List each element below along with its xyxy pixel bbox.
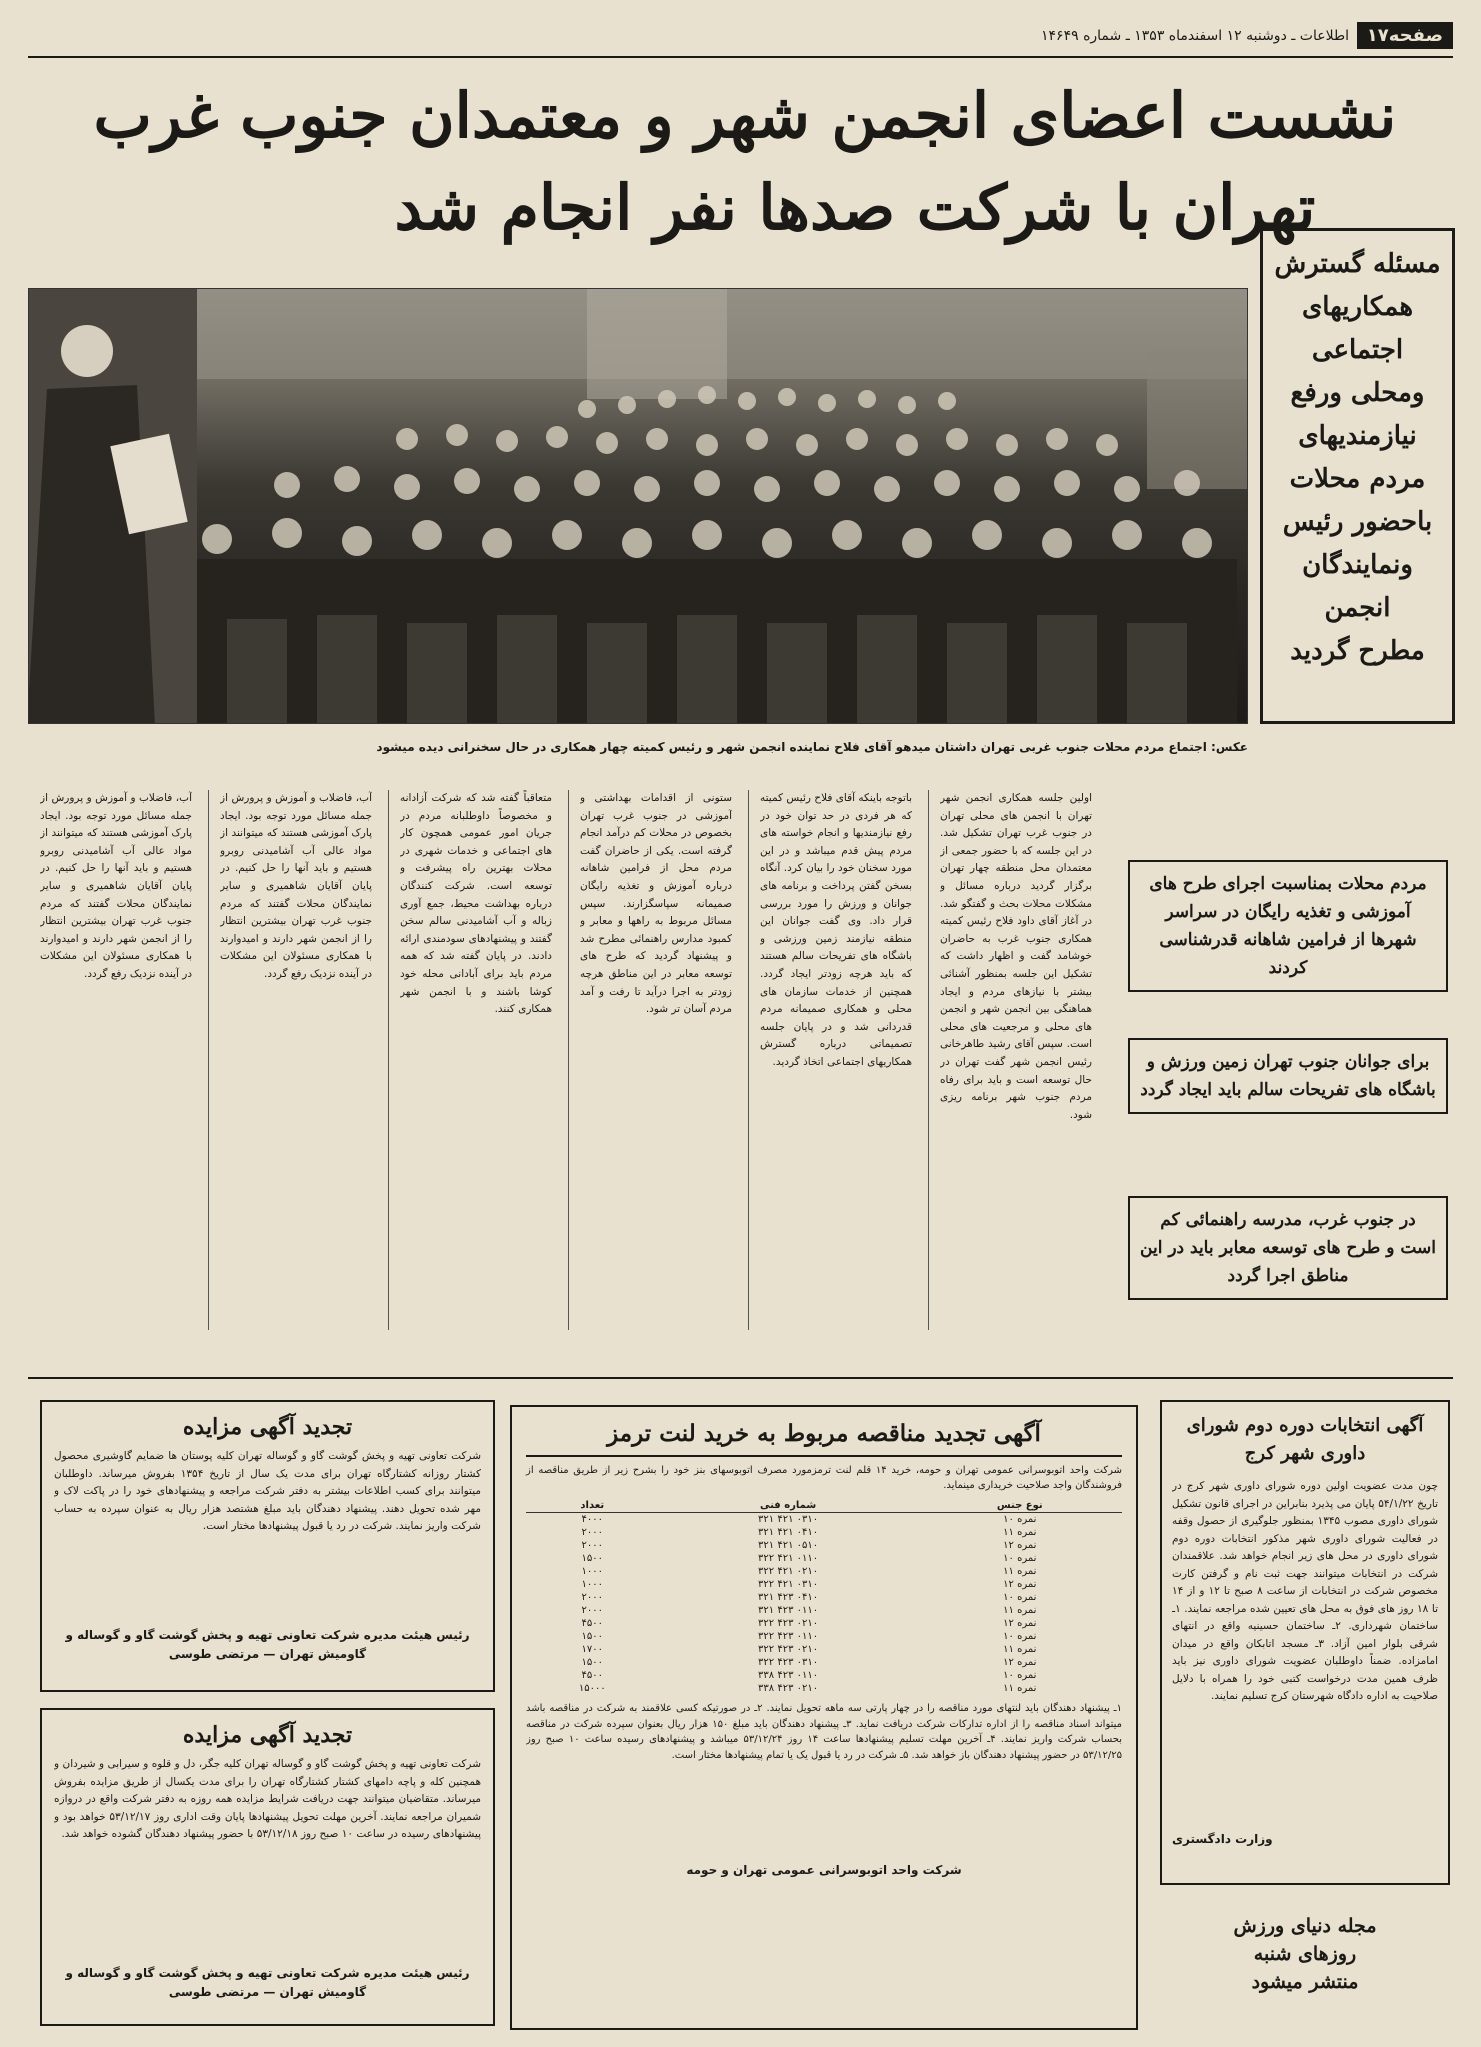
- tender-table-cell: نمره ۱۰: [1003, 1592, 1037, 1603]
- tender-table-cell: ۲۰۰۰: [581, 1540, 604, 1551]
- magazine-notice-line: مجله دنیای ورزش: [1233, 1915, 1377, 1937]
- tender-title: آگهی تجدید مناقصه مربوط به خرید لنت ترمز: [526, 1417, 1122, 1457]
- folio-bar: [28, 18, 1453, 58]
- tender-table-cell: ۱۵۰۰: [581, 1553, 604, 1564]
- summary-line: ومحلی ورفع: [1290, 378, 1425, 408]
- article-column-2: باتوجه باینکه آقای فلاح رئیس کمیته که هر فردی در حد توان خود در رفع نیازمندیها و انجام خواسته های مردم پیش قدم میباشد و در این مورد سخنان خود را بیان کرد. آنگاه بسخن گفتن پرداخت و برنامه های جوانان و ورزش را مورد بررسی قرار داد. وی گفت جوانان این منطقه نیازمند زمین ورزشی و باشگاه های تفریحات سالم هستند که باید هرچه زودتر ایجاد گردد. همچنین از خدمات سازمان های محلی و همکاری صمیمانه مردم قدردانی شد و در پایان جلسه تصمیماتی درباره گسترش همکاریهای اجتماعی اتخاذ گردید.: [760, 792, 912, 1068]
- column-divider: [208, 790, 209, 1330]
- tender-table-cell: ۲۰۰۰: [581, 1605, 604, 1616]
- tender-table-cell: نمره ۱۲: [1003, 1657, 1037, 1668]
- tender-table-row: [526, 1513, 1122, 1527]
- tender-intro: شرکت واحد اتوبوسرانی عمومی تهران و حومه، خرید ۱۴ قلم لنت ترمزمورد مصرف اتوبوسهای بنز خود را بشرح زیر از طریق مناقصه از فروشندگان واجد صلاحیت خریداری مینماید.: [526, 1465, 1122, 1491]
- tender-table-row: [526, 1643, 1122, 1656]
- headline: [40, 70, 1450, 270]
- election-notice-title: آگهی انتخابات دوره دوم شورای داوری شهر کرج: [1186, 1415, 1424, 1464]
- tender-table-cell: نمره ۱۰: [1003, 1514, 1037, 1525]
- tender-col-header: نوع جنس: [918, 1499, 1122, 1513]
- tender-table-cell: ۰۵۱۰ ۴۲۱ ۳۲۱: [758, 1540, 819, 1551]
- tender-table-cell: ۰۳۱۰ ۴۲۱ ۳۲۱: [758, 1514, 819, 1525]
- tender-table-cell: ۰۴۱۰ ۴۲۱ ۳۲۱: [758, 1527, 819, 1538]
- magazine-notice-line: روزهای شنبه: [1253, 1943, 1357, 1965]
- summary-line: مردم محلات: [1289, 464, 1426, 494]
- column-divider: [388, 790, 389, 1330]
- tender-col-header: شماره فنی: [659, 1499, 918, 1513]
- tender-table-cell: ۰۳۱۰ ۴۲۱ ۳۲۲: [758, 1579, 819, 1590]
- article-column-3: ستونی از اقدامات بهداشتی و آموزشی در جنوب غرب تهران بخصوص در محلات کم درآمد انجام گرفته است. یکی از حاضران گفت مردم محل از فرامین شاهانه درباره آموزش و تغذیه رایگان صمیمانه سپاسگزارند. سپس مسائل مربوط به راهها و معابر و کمبود مدارس راهنمائی مطرح شد و پیشنهاد گردید که طرح های توسعه معابر در این مناطق هرچه زودتر به اجرا درآید تا رفت و آمد مردم آسان تر شود.: [580, 792, 732, 1016]
- summary-line: نیازمندیهای: [1298, 421, 1417, 451]
- tender-table-cell: نمره ۱۲: [1003, 1579, 1037, 1590]
- tender-table: [526, 1499, 1122, 1695]
- meeting-photo: [28, 288, 1248, 724]
- subhead-box-3: در جنوب غرب، مدرسه راهنمائی کم است و طرح های توسعه معابر باید در این مناطق اجرا گردد: [1128, 1196, 1448, 1300]
- column-divider: [748, 790, 749, 1330]
- tender-table-row: [526, 1591, 1122, 1604]
- tender-table-cell: ۰۲۱۰ ۴۲۳ ۳۲۲: [758, 1644, 819, 1655]
- tender-table-row: [526, 1656, 1122, 1669]
- election-notice: [1160, 1400, 1450, 1885]
- column-divider: [928, 790, 929, 1330]
- tender-table-cell: ۱۵۰۰: [581, 1631, 604, 1642]
- tender-notes: ۱ـ پیشنهاد دهندگان باید لنتهای مورد مناقصه را در چهار پارتی سه ماهه تحویل نمایند. ۲ـ در صورتیکه کسی علاقمند به شرکت در مناقصه باشد میتواند اسناد مناقصه را از اداره تدارکات شرکت دریافت نماید. ۳ـ پیشنهاد دهندگان باید مبلغ ۱۵۰ هزار ریال بعنوان سپرده شرکت در مناقصه بحساب شرکت واریز نمایند. ۴ـ آخرین مهلت تسلیم پیشنهادها ساعت ۱۴ روز ۵۳/۱۲/۲۴ میباشد و پیشنهادهای رسیده ساعت ۱۰ صبح روز ۵۳/۱۲/۲۵ در حضور پیشنهاد دهندگان باز خواهد شد. ۵ـ شرکت در رد یا قبول یک یا تمام پیشنهادها مختار است.: [526, 1703, 1122, 1761]
- tender-table-row: [526, 1604, 1122, 1617]
- summary-line: مطرح گردید: [1290, 636, 1425, 666]
- tender-table-cell: نمره ۱۱: [1003, 1644, 1037, 1655]
- auction-1-title: تجدید آگهی مزایده: [182, 1414, 353, 1440]
- tender-table-cell: نمره ۱۱: [1003, 1605, 1037, 1616]
- tender-table-row: [526, 1682, 1122, 1695]
- tender-table-cell: ۰۱۱۰ ۴۲۳ ۳۳۸: [758, 1670, 819, 1681]
- tender-table-cell: نمره ۱۰: [1003, 1631, 1037, 1642]
- issue-date-line: اطلاعات ـ دوشنبه ۱۲ اسفندماه ۱۳۵۳ ـ شماره ۱۴۶۴۹: [1041, 28, 1349, 44]
- article-column-6: آب، فاضلاب و آموزش و پرورش از جمله مسائل مورد توجه بود. ایجاد پارک آموزشی هستند که میتوانند از مواد عالی آب آشامیدنی روبرو هستیم و باید آنها را حل کنیم. در پایان آقایان شاهمیری و سایر نمایندگان محلات گفتند که مردم جنوب غرب تهران بیشترین انتظار را از انجمن شهر دارند و امیدوارند با همکاری مسئولان این مشکلات در آینده نزدیک رفع گردد.: [40, 792, 192, 980]
- tender-table-cell: نمره ۱۲: [1003, 1618, 1037, 1629]
- subhead-box-2: برای جوانان جنوب تهران زمین ورزش و باشگاه های تفریحات سالم باید ایجاد گردد: [1128, 1038, 1448, 1114]
- article-summary-box: [1260, 228, 1455, 724]
- tender-table-cell: ۱۷۰۰: [581, 1644, 604, 1655]
- auction-2-signature: رئیس هیئت مدیره شرکت تعاونی تهیه و پخش گوشت گاو و گوساله و گاومیش تهران — مرتضی طوسی: [65, 1966, 470, 1999]
- tender-table-cell: ۰۲۱۰ ۴۲۳ ۳۳۸: [758, 1683, 819, 1694]
- auction-notice-2: [40, 1708, 495, 2026]
- summary-line: همکاریهای: [1301, 292, 1414, 322]
- tender-table-cell: ۰۱۱۰ ۴۲۱ ۳۲۲: [758, 1553, 819, 1564]
- article-column-1: اولین جلسه همکاری انجمن شهر تهران با انجمن های محلی تهران در جنوب غرب تهران تشکیل شد. در این جلسه که با حضور جمعی از معتمدان محل منطقه چهار تهران برگزار گردید درباره مسائل و مشکلات محلات بحث و گفتگو شد. در آغاز آقای داود فلاح رئیس کمیته همکاری جنوب غرب به حاضران خوشامد گفت و اظهار داشت که تشکیل این جلسه بمنظور آشنائی بیشتر با نیازهای مردم و ایجاد هماهنگی بین انجمن شهر و انجمن های محلی و مرجعیت های محلی است. سپس آقای رشید طاهرخانی رئیس انجمن شهر گفت تهران در حال توسعه است و باید برای رفاه مردم جنوب شهر برنامه ریزی شود.: [940, 792, 1092, 1121]
- tender-table-row: [526, 1539, 1122, 1552]
- summary-line: انجمن: [1324, 593, 1391, 623]
- auction-1-signature: رئیس هیئت مدیره شرکت تعاونی تهیه و پخش گوشت گاو و گوساله و گاومیش تهران — مرتضی طوسی: [65, 1628, 470, 1661]
- tender-signature: شرکت واحد اتوبوسرانی عمومی تهران و حومه: [686, 1863, 962, 1877]
- tender-col-header: تعداد: [526, 1499, 659, 1513]
- tender-table-row: [526, 1578, 1122, 1591]
- magazine-notice: [1180, 1912, 1430, 1996]
- tender-table-cell: ۰۳۱۰ ۴۲۳ ۳۲۲: [758, 1657, 819, 1668]
- tender-table-cell: نمره ۱۰: [1003, 1670, 1037, 1681]
- tender-table-row: [526, 1552, 1122, 1565]
- tender-table-cell: ۱۰۰۰: [581, 1566, 604, 1577]
- tender-table-row: [526, 1526, 1122, 1539]
- election-notice-body: چون مدت عضویت اولین دوره شورای داوری شهر کرج در تاریخ ۵۴/۱/۲۲ پایان می پذیرد بنابراین در اجرای قانون تشکیل شورای داوری مصوب ۱۳۴۵ بمنظور جلوگیری از حصول وقفه در فعالیت شورای داوری شهر مذکور انتخابات دوره دوم شورای داوری در محل های زیر انجام خواهد شد. علاقمندان شرکت در انتخابات میتوانند جهت ثبت نام و گرفتن کارت مخصوص شرکت در انتخابات از ساعت ۸ صبح تا ۱۲ و از ۱۴ تا ۱۸ روز های فوق به محل های تعیین شده مراجعه نمایند. ۱ـ ساختمان شهرداری. ۲ـ ساختمان حسینیه واقع در انتهای شرقی بلوار امین آزاد. ۳ـ مسجد اتابکان واقع در میدان امامزاده. ضمناً داوطلبان عضویت شورای داوری نیز باید ظرف همین مدت درخواست کتبی خود را همراه با دلایل صلاحیت به اداره دادگاه شهرستان کرج تسلیم نمایند.: [1172, 1480, 1438, 1702]
- tender-table-cell: ۱۵۰۰۰: [578, 1683, 606, 1694]
- summary-line: اجتماعی: [1311, 335, 1404, 365]
- summary-line: باحضور رئیس: [1282, 507, 1433, 537]
- tender-table-cell: ۴۵۰۰: [581, 1618, 604, 1629]
- tender-table-cell: ۴۵۰۰: [581, 1670, 604, 1681]
- tender-table-cell: نمره ۱۰: [1003, 1553, 1037, 1564]
- tender-table-cell: ۲۰۰۰: [581, 1527, 604, 1538]
- brake-lining-tender-ad: [510, 1405, 1138, 2030]
- headline-line-1: نشست اعضای انجمن شهر و معتمدان جنوب غرب: [93, 79, 1397, 152]
- tender-table-cell: ۰۲۱۰ ۴۲۳ ۳۲۲: [758, 1618, 819, 1629]
- audience-photo-illustration: [28, 289, 1247, 724]
- tender-table-row: [526, 1565, 1122, 1578]
- tender-table-cell: نمره ۱۱: [1003, 1683, 1037, 1694]
- page-number: صفحه۱۷: [1357, 22, 1453, 49]
- subhead-box-1: مردم محلات بمناسبت اجرای طرح های آموزشی و تغذیه رایگان در سراسر شهرها از فرامین شاهانه قدرشناسی کردند: [1128, 860, 1448, 992]
- tender-table-cell: نمره ۱۲: [1003, 1540, 1037, 1551]
- tender-table-cell: نمره ۱۱: [1003, 1566, 1037, 1577]
- tender-table-row: [526, 1669, 1122, 1682]
- election-notice-signature: وزارت دادگستری: [1172, 1832, 1273, 1846]
- tender-table-cell: ۴۰۰۰: [581, 1514, 604, 1525]
- tender-table-cell: نمره ۱۱: [1003, 1527, 1037, 1538]
- tender-table-cell: ۱۵۰۰: [581, 1657, 604, 1668]
- auction-2-body: شرکت تعاونی تهیه و پخش گوشت گاو و گوساله تهران کلیه جگر، دل و قلوه و سیرابی و شیردان و همچنین کله و پاچه دامهای کشتار کشتارگاه تهران را برای مدت یکسال از طریق مزایده بفروش میرساند. متقاضیان میتوانند جهت دریافت شرایط مزایده همه روزه به دفتر شرکت واقع در دروازه شمیران مراجعه نمایند. آخرین مهلت تحویل پیشنهادها پایان وقت اداری روز ۵۳/۱۲/۱۷ خواهد بود و پیشنهادهای رسیده در ساعت ۱۰ صبح روز ۵۳/۱۲/۱۸ با حضور پیشنهاد دهندگان گشوده خواهد شد.: [54, 1758, 481, 1840]
- auction-1-body: شرکت تعاونی تهیه و پخش گوشت گاو و گوساله تهران کلیه پوستان ها ضمایم گاوشیری محصول کشتار روزانه کشتارگاه تهران برای مدت یک سال از تاریخ ۱۳۵۴ بفروش میرساند. داوطلبان میتوانند برای کسب اطلاعات بیشتر به دفتر شرکت مراجعه و پیشنهادهای خود را در پاکت لاک و مهر شده تحویل دهند. پیشنهاد دهندگان باید مبلغ هشتصد هزار ریال به عنوان سپرده به حساب شرکت واریز نمایند. شرکت در رد یا قبول پیشنهادها مختار است.: [54, 1450, 481, 1532]
- magazine-notice-line: منتشر میشود: [1251, 1971, 1359, 1993]
- tender-table-cell: ۰۱۱۰ ۴۲۳ ۳۲۲: [758, 1631, 819, 1642]
- tender-table-row: [526, 1617, 1122, 1630]
- tender-table-cell: ۲۰۰۰: [581, 1592, 604, 1603]
- auction-2-title: تجدید آگهی مزایده: [182, 1722, 353, 1748]
- summary-line: مسئله گسترش: [1274, 249, 1441, 279]
- headline-line-2: تهران با شرکت صدها نفر انجام شد: [394, 171, 1316, 244]
- article-column-5: آب، فاضلاب و آموزش و پرورش از جمله مسائل مورد توجه بود. ایجاد پارک آموزشی هستند که میتوانند از مواد عالی آب آشامیدنی روبرو هستیم و باید آنها را حل کنیم. در پایان آقایان شاهمیری و سایر نمایندگان محلات گفتند که مردم جنوب غرب تهران بیشترین انتظار را از انجمن شهر دارند و امیدوارند با همکاری مسئولان این مشکلات در آینده نزدیک رفع گردد.: [220, 792, 372, 980]
- tender-table-cell: ۰۴۱۰ ۴۲۳ ۳۲۱: [758, 1592, 819, 1603]
- tender-table-cell: ۰۱۱۰ ۴۲۳ ۳۲۱: [758, 1605, 819, 1616]
- article-column-4: متعاقباً گفته شد که شرکت آزادانه و مخصوصاً داوطلبانه مردم در جریان امور عمومی همچون کار های اجتماعی و خدمات شهری در محلات بهترین راه پیشرفت و توسعه است. شرکت کنندگان درباره بهداشت محیط، جمع آوری زباله و آب آشامیدنی سالم سخن گفتند و پیشنهادهای سودمندی ارائه دادند. در پایان گفته شد که همه مردم باید برای آبادانی محله خود کوشا باشند و با انجمن شهر همکاری کنند.: [400, 792, 552, 1016]
- section-divider: [28, 1377, 1453, 1379]
- tender-table-row: [526, 1630, 1122, 1643]
- tender-table-cell: ۰۲۱۰ ۴۲۱ ۳۲۲: [758, 1566, 819, 1577]
- photo-caption: عکس: اجتماع مردم محلات جنوب غربی تهران داشتان میدهو آقای فلاح نماینده انجمن شهر و رئیس کمیته چهار همکاری در حال سخنرانی دیده میشود: [376, 740, 1248, 754]
- auction-notice-1: [40, 1400, 495, 1692]
- summary-line: ونمایندگان: [1302, 550, 1413, 580]
- column-divider: [568, 790, 569, 1330]
- tender-table-cell: ۱۰۰۰: [581, 1579, 604, 1590]
